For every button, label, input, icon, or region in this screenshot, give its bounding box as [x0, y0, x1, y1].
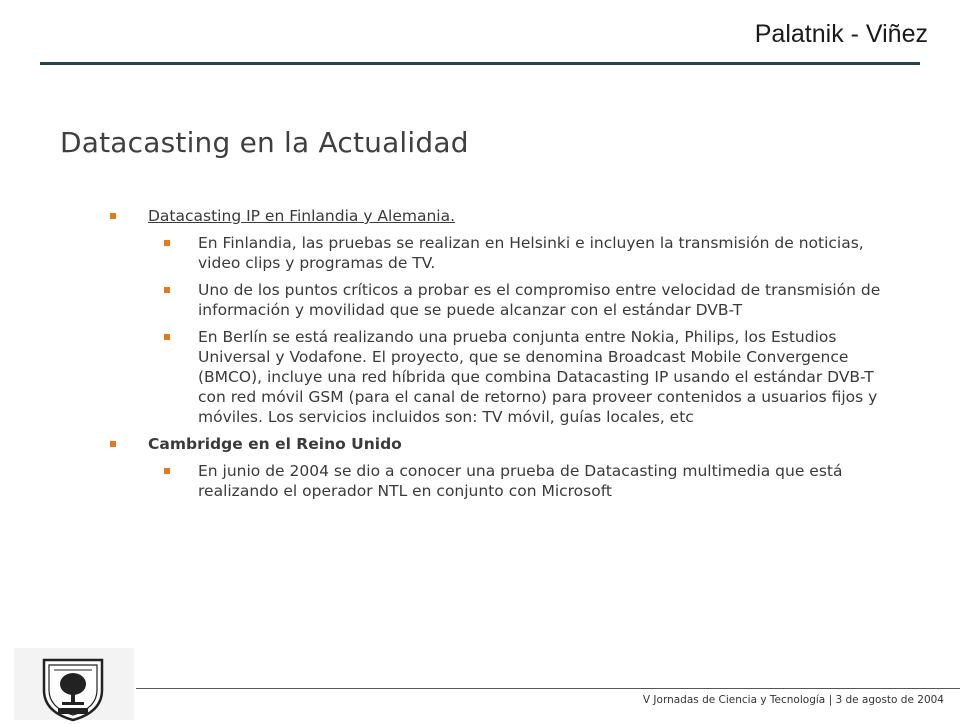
slide-title: Datacasting en la Actualidad: [60, 126, 469, 159]
university-seal-icon: [36, 650, 110, 724]
bullet-text[interactable]: Datacasting IP en Finlandia y Alemania.: [148, 207, 456, 225]
bullet-text: En Berlín se está realizando una prueba conjunta entre Nokia, Philips, los Estudios Universal y Vodafone. El proyecto, que se denomina Broadcast Mobile Convergence (BMCO), incluye una red híbrida que combina Datacasting IP usando el estándar DVB-T con red móvil GSM (para el canal de retorno) para proveer contenidos a usuarios fijos y móviles. Los servicios incluidos son: TV móvil, guías locales, etc: [198, 328, 878, 426]
sub-bullet-item: [106, 280, 896, 320]
footer-divider: [136, 688, 960, 689]
sub-bullet-item: [106, 461, 896, 501]
footer-separator: |: [828, 694, 833, 706]
sub-bullet-item: [106, 327, 896, 427]
bullet-item: [106, 206, 896, 226]
header-author: Palatnik - Viñez: [754, 20, 928, 48]
square-bullet-icon: [110, 213, 116, 219]
bullet-text: En junio de 2004 se dio a conocer una prueba de Datacasting multimedia que está realizando el operador NTL en conjunto con Microsoft: [198, 462, 843, 500]
square-bullet-icon: [110, 441, 116, 447]
square-bullet-icon: [164, 287, 170, 293]
footer-date: 3 de agosto de 2004: [835, 694, 944, 706]
square-bullet-icon: [164, 240, 170, 246]
footer-event: V Jornadas de Ciencia y Tecnología: [642, 694, 826, 706]
sub-bullet-item: [106, 233, 896, 273]
bullet-text: Cambridge en el Reino Unido: [148, 435, 402, 453]
square-bullet-icon: [164, 334, 170, 340]
header-divider: [40, 62, 920, 65]
bullet-text: En Finlandia, las pruebas se realizan en Helsinki e incluyen la transmisión de noticias, video clips y programas de TV.: [198, 234, 864, 272]
footer-caption: [643, 694, 944, 706]
bullet-item: [106, 434, 896, 454]
bullet-text: Uno de los puntos críticos a probar es el compromiso entre velocidad de transmisión de información y movilidad que se puede alcanzar con el estándar DVB-T: [198, 281, 881, 319]
square-bullet-icon: [164, 468, 170, 474]
slide-content: [106, 206, 896, 508]
